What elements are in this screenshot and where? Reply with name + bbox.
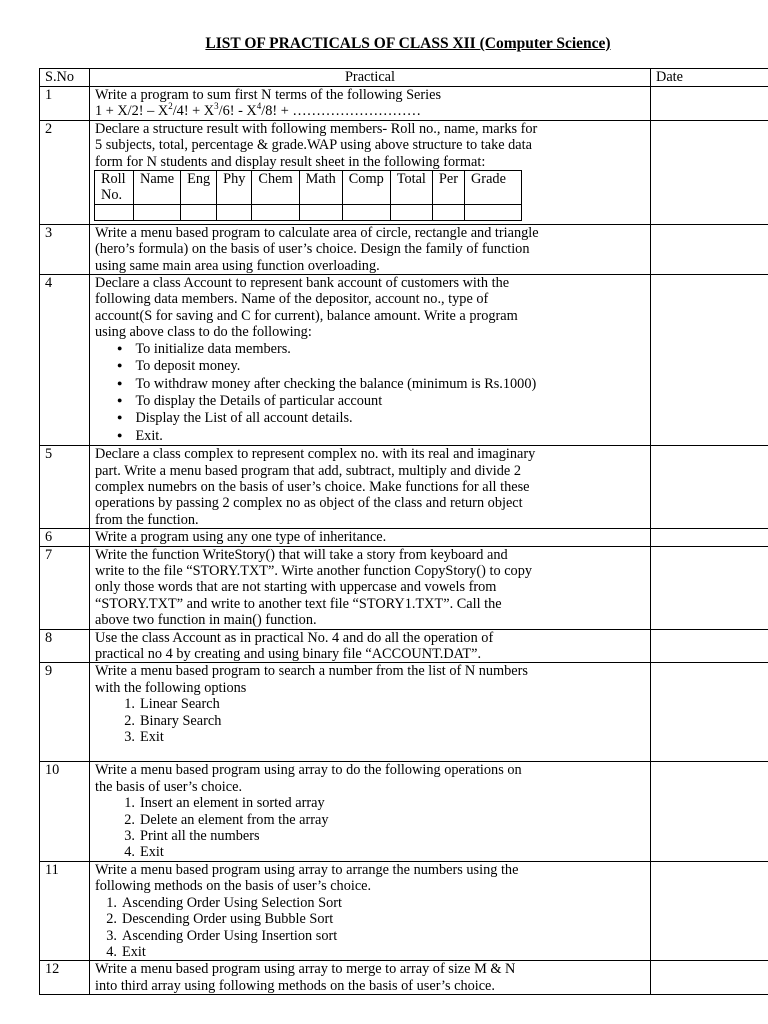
serial-number: 11 xyxy=(40,861,90,960)
serial-number: 7 xyxy=(40,546,90,629)
practical-row xyxy=(40,224,768,274)
bullet-item: ● Exit. xyxy=(95,428,645,445)
result-sheet-format-table xyxy=(94,170,522,221)
text-line: following methods on the basis of user’s choice. xyxy=(95,878,372,895)
practical-row xyxy=(40,275,768,446)
date-cell xyxy=(651,629,768,663)
result-sheet-column-header: Roll No. xyxy=(95,171,134,205)
series-term: /4! + X xyxy=(172,103,215,120)
practical-row xyxy=(40,961,768,995)
result-sheet-column-header: Name xyxy=(134,171,181,205)
result-sheet-empty-cell xyxy=(390,204,432,220)
date-cell xyxy=(651,446,768,529)
numbered-item xyxy=(95,713,645,729)
date-cell xyxy=(651,762,768,861)
practicals-table xyxy=(39,68,768,995)
numbered-item xyxy=(95,696,645,712)
result-sheet-column-header: Comp xyxy=(342,171,390,205)
practical-description xyxy=(90,762,651,861)
item-number: 3. xyxy=(124,828,135,845)
text-line: Use the class Account as in practical No. 4 and do all the operation of xyxy=(95,629,494,646)
item-text: Binary Search xyxy=(140,712,222,729)
practical-description xyxy=(90,224,651,274)
series-term: /6! - X xyxy=(218,103,257,120)
exponent: 2 xyxy=(168,101,173,112)
serial-number: 3 xyxy=(40,224,90,274)
text-line: Write a menu based program using array to arrange the numbers using the xyxy=(95,861,519,878)
date-cell xyxy=(651,546,768,629)
spacer xyxy=(95,745,645,761)
date-cell xyxy=(651,961,768,995)
numbered-item xyxy=(95,795,645,811)
exponent: 4 xyxy=(256,101,262,112)
text-line: practical no 4 by creating and using binary file “ACCOUNT.DAT”. xyxy=(95,646,482,662)
item-number: 2. xyxy=(124,712,135,729)
page-title: LIST OF PRACTICALS OF CLASS XII (Computer Science) xyxy=(205,35,611,52)
item-text: Linear Search xyxy=(140,696,220,713)
text-line: above two function in main() function. xyxy=(95,612,317,629)
date-cell xyxy=(651,861,768,960)
item-number: 2. xyxy=(124,811,135,828)
numbered-item xyxy=(95,828,645,844)
practical-row xyxy=(40,120,768,224)
result-sheet-column-header: Grade xyxy=(464,171,521,205)
text-line: with the following options xyxy=(95,679,247,696)
text-line: from the function. xyxy=(95,511,199,528)
practical-description xyxy=(90,546,651,629)
text-line: using above class to do the following: xyxy=(95,324,312,341)
practical-description xyxy=(90,961,651,995)
item-number: 3. xyxy=(124,729,135,746)
text-line: (hero’s formula) on the basis of user’s choice. Design the family of function xyxy=(95,241,530,258)
text-line: Declare a structure result with following members- Roll no., name, marks for xyxy=(95,120,538,137)
text-line: into third array using following methods on the basis of user’s choice. xyxy=(95,977,495,994)
text-line: operations by passing 2 complex no as object of the class and return object xyxy=(95,495,523,512)
serial-number: 2 xyxy=(40,120,90,224)
text-line: 5 subjects, total, percentage & grade.WAP using above structure to take data xyxy=(95,137,532,154)
result-sheet-header-row xyxy=(95,171,522,205)
text-line: only those words that are not starting with uppercase and vowels from xyxy=(95,579,497,596)
text-line: Write a menu based program to calculate area of circle, rectangle and triangle xyxy=(95,224,539,241)
practical-row xyxy=(40,663,768,762)
practical-description xyxy=(90,629,651,663)
text-line: part. Write a menu based program that add, subtract, multiply and divide 2 xyxy=(95,462,521,479)
text-line: Write a menu based program using array to do the following operations on xyxy=(95,762,522,779)
serial-number: 5 xyxy=(40,446,90,529)
practical-description xyxy=(90,663,651,762)
bullet-item: ● To display the Details of particular account xyxy=(95,393,645,410)
series-term: /8! + ……………………… xyxy=(261,103,422,120)
numbered-item xyxy=(95,911,645,927)
item-number: 1. xyxy=(124,795,135,812)
header-row xyxy=(40,69,768,87)
numbered-item xyxy=(95,895,645,911)
result-sheet-empty-cell xyxy=(134,204,181,220)
text-line: the basis of user’s choice. xyxy=(95,778,243,795)
result-sheet-column-header: Math xyxy=(299,171,342,205)
item-number: 4. xyxy=(124,844,135,861)
result-sheet-empty-cell xyxy=(217,204,252,220)
result-sheet-empty-cell xyxy=(252,204,299,220)
item-number: 1. xyxy=(124,696,135,713)
item-number: 4. xyxy=(106,943,117,960)
serial-number: 4 xyxy=(40,275,90,446)
text-line: Declare a class Account to represent bank account of customers with the xyxy=(95,275,510,292)
date-cell xyxy=(651,275,768,446)
practical-row xyxy=(40,762,768,861)
item-text: Descending Order using Bubble Sort xyxy=(122,911,334,928)
practical-row xyxy=(40,446,768,529)
numbered-item xyxy=(95,944,645,960)
series-formula xyxy=(95,103,645,119)
serial-number: 9 xyxy=(40,663,90,762)
serial-number: 8 xyxy=(40,629,90,663)
item-text: Exit xyxy=(140,844,164,861)
date-cell xyxy=(651,529,768,546)
text-line: write to the file “STORY.TXT”. Wirte another function CopyStory() to copy xyxy=(95,562,532,579)
bullet-item: ● To initialize data members. xyxy=(95,341,645,358)
text-line: form for N students and display result sheet in the following format: xyxy=(95,153,486,170)
item-text: Print all the numbers xyxy=(140,828,260,845)
practical-description xyxy=(90,87,651,121)
practical-description xyxy=(90,275,651,446)
numbered-item xyxy=(95,729,645,745)
item-text: Delete an element from the array xyxy=(140,811,329,828)
text-line: Declare a class complex to represent complex no. with its real and imaginary xyxy=(95,446,536,463)
serial-number: 10 xyxy=(40,762,90,861)
text-line: following data members. Name of the depositor, account no., type of xyxy=(95,291,489,308)
result-sheet-column-header: Eng xyxy=(181,171,217,205)
item-text: Exit xyxy=(122,943,146,960)
bullet-item: ● Display the List of all account details. xyxy=(95,410,645,427)
practical-row xyxy=(40,529,768,546)
text-line: Write a program using any one type of inheritance. xyxy=(95,529,387,546)
result-sheet-column-header: Chem xyxy=(252,171,299,205)
practical-row xyxy=(40,87,768,121)
result-sheet-empty-cell xyxy=(464,204,521,220)
practical-description xyxy=(90,529,651,546)
series-term: 1 + X/2! – X xyxy=(95,103,169,120)
practical-description xyxy=(90,120,651,224)
result-sheet-empty-cell xyxy=(299,204,342,220)
text-line: “STORY.TXT” and write to another text file “STORY1.TXT”. Call the xyxy=(95,595,502,612)
result-sheet-empty-cell xyxy=(95,204,134,220)
result-sheet-column-header: Phy xyxy=(217,171,252,205)
exponent: 3 xyxy=(214,101,219,112)
result-sheet-column-header: Total xyxy=(390,171,432,205)
date-cell xyxy=(651,120,768,224)
numbered-item xyxy=(95,812,645,828)
numbered-item xyxy=(95,844,645,860)
item-number: 1. xyxy=(106,894,117,911)
item-number: 3. xyxy=(106,927,117,944)
date-cell xyxy=(651,87,768,121)
text-line: Write the function WriteStory() that will take a story from keyboard and xyxy=(95,546,508,563)
date-cell xyxy=(651,663,768,762)
practical-header: Practical xyxy=(90,69,651,87)
result-sheet-blank-row xyxy=(95,204,522,220)
text-line: Write a menu based program to search a number from the list of N numbers xyxy=(95,663,528,680)
practical-row xyxy=(40,546,768,629)
bullet-item: ● To deposit money. xyxy=(95,358,645,375)
practical-description xyxy=(90,861,651,960)
item-text: Exit xyxy=(140,729,164,746)
text-line: Write a program to sum first N terms of the following Series xyxy=(95,87,442,103)
text-line: complex numebrs on the basis of user’s choice. Make functions for all these xyxy=(95,478,530,495)
date-header: Date xyxy=(651,69,768,87)
item-text: Ascending Order Using Selection Sort xyxy=(122,894,342,911)
serial-number: 6 xyxy=(40,529,90,546)
item-number: 2. xyxy=(106,911,117,928)
result-sheet-column-header: Per xyxy=(432,171,464,205)
serial-number: 1 xyxy=(40,87,90,121)
result-sheet-empty-cell xyxy=(342,204,390,220)
result-sheet-empty-cell xyxy=(181,204,217,220)
item-text: Ascending Order Using Insertion sort xyxy=(122,927,338,944)
bullet-item: ● To withdraw money after checking the balance (minimum is Rs.1000) xyxy=(95,376,645,393)
practical-description xyxy=(90,446,651,529)
date-cell xyxy=(651,224,768,274)
text-line: Write a menu based program using array to merge to array of size M & N xyxy=(95,961,516,978)
serial-number: 12 xyxy=(40,961,90,995)
item-text: Insert an element in sorted array xyxy=(140,795,325,812)
sno-header: S.No xyxy=(40,69,90,87)
practical-row xyxy=(40,861,768,960)
text-line: account(S for saving and C for current), balance amount. Write a program xyxy=(95,307,518,324)
text-line: using same main area using function overloading. xyxy=(95,257,380,274)
practical-row xyxy=(40,629,768,663)
numbered-item xyxy=(95,928,645,944)
result-sheet-empty-cell xyxy=(432,204,464,220)
